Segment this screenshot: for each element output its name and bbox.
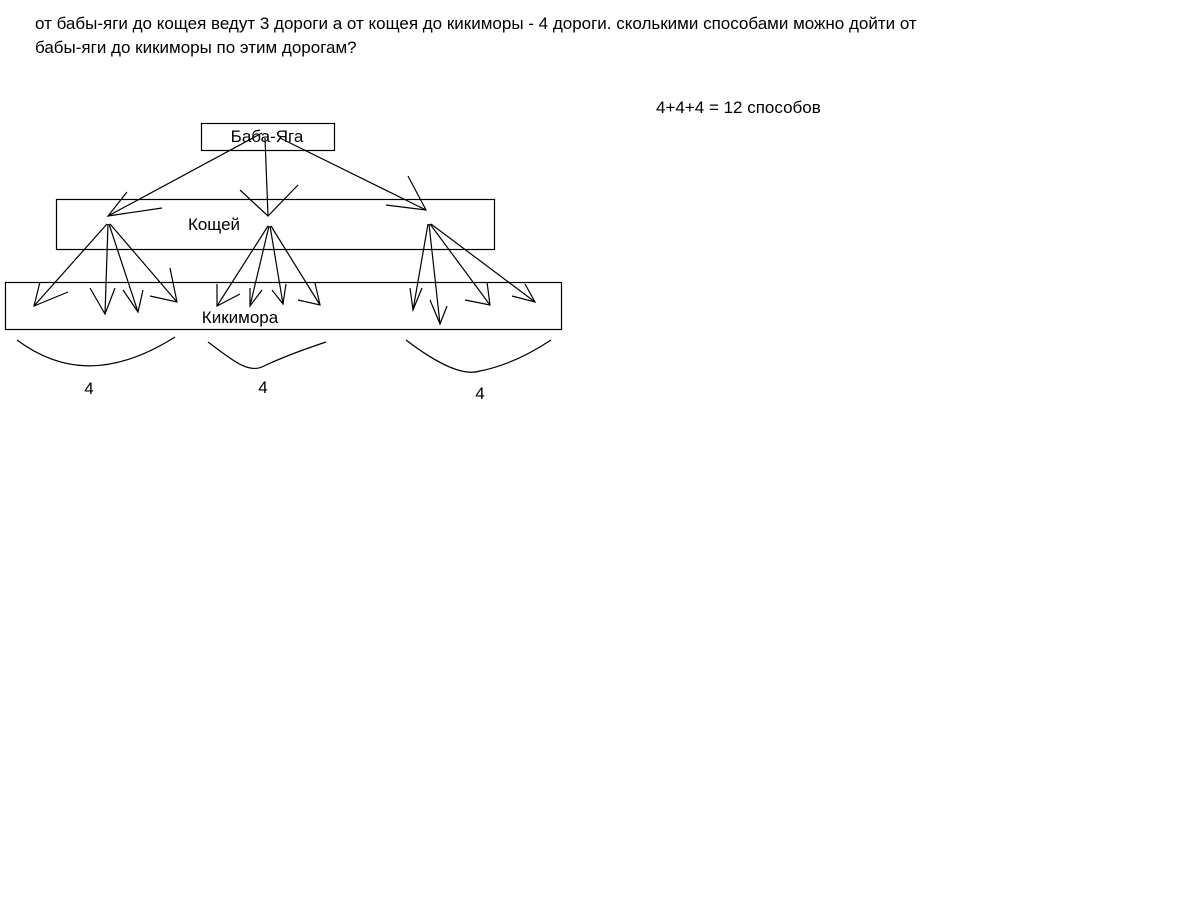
label-baba-yaga: Баба-Яга: [230, 127, 304, 146]
roads-group-1: [34, 224, 177, 314]
road-1: [108, 133, 262, 216]
group-count-2: 4: [258, 378, 268, 397]
roads-group-3: [410, 224, 535, 324]
problem-statement: от бабы-яги до кощея ведут 3 дороги а от кощея до кикиморы - 4 дороги. сколькими способами можно дойти от бабы-яги до кикиморы по этим дорогам?: [35, 14, 917, 57]
label-koschei: Кощей: [187, 215, 241, 234]
label-kikimora: Кикимора: [201, 308, 279, 327]
arrowhead-2: [240, 185, 298, 216]
brace-2: [208, 342, 326, 368]
answer-text: 4+4+4 = 12 способов: [656, 98, 821, 117]
road-2: [265, 138, 268, 216]
group-count-1: 4: [84, 379, 94, 398]
brace-3: [406, 340, 551, 372]
brace-1: [17, 337, 175, 366]
arrowhead-1: [108, 192, 162, 216]
group-count-3: 4: [475, 384, 485, 403]
roads-group-2: [217, 226, 320, 306]
